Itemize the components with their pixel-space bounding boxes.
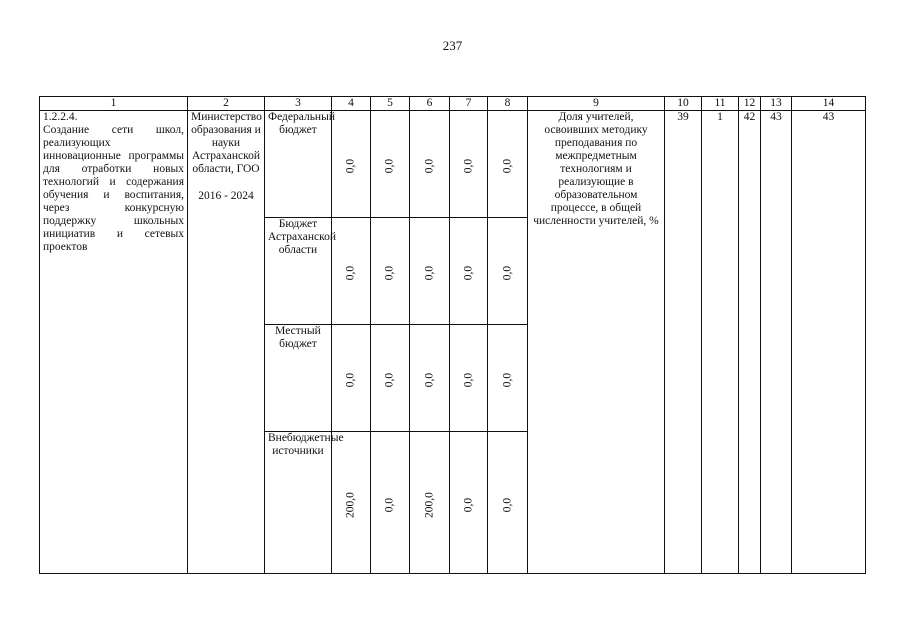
funding-value: 200,0 [332,432,371,574]
header-cell: 8 [488,97,528,111]
funding-value: 0,0 [410,325,450,432]
funding-source: Федеральный бюджет [265,111,332,218]
executor-name: Министерство образования и науки Астраханской области, ГОО [191,111,262,175]
activity-code: 1.2.2.4. [43,111,78,123]
funding-value: 0,0 [450,218,488,325]
funding-value: 0,0 [332,325,371,432]
funding-source: Местный бюджет [265,325,332,432]
header-cell: 2 [188,97,265,111]
funding-value: 200,0 [410,432,450,574]
funding-value: 0,0 [332,111,371,218]
funding-value: 0,0 [410,111,450,218]
table-row [40,111,866,218]
indicator-value: 43 [761,111,792,574]
funding-value: 0,0 [450,325,488,432]
header-cell: 4 [332,97,371,111]
funding-value: 0,0 [488,218,528,325]
budget-table [39,96,866,574]
funding-value: 0,0 [488,325,528,432]
funding-value: 0,0 [332,218,371,325]
header-cell: 14 [792,97,866,111]
page-number: 237 [442,38,463,53]
header-cell: 12 [739,97,761,111]
header-cell: 3 [265,97,332,111]
funding-value: 0,0 [371,325,410,432]
header-cell: 11 [702,97,739,111]
funding-value: 0,0 [371,218,410,325]
funding-value: 0,0 [450,432,488,574]
funding-value: 0,0 [488,111,528,218]
funding-value: 0,0 [488,432,528,574]
header-cell: 13 [761,97,792,111]
header-row [40,97,866,111]
header-cell: 7 [450,97,488,111]
indicator-value: 1 [702,111,739,574]
indicator-value: 43 [792,111,866,574]
executor-cell [188,111,265,574]
funding-source: Внебюджетные источники [265,432,332,574]
activity-cell [40,111,188,574]
funding-value: 0,0 [371,111,410,218]
indicator-value: 39 [665,111,702,574]
funding-value: 0,0 [450,111,488,218]
header-cell: 5 [371,97,410,111]
header-cell: 9 [528,97,665,111]
header-cell: 6 [410,97,450,111]
header-cell: 1 [40,97,188,111]
funding-source: Бюджет Астраханской области [265,218,332,325]
header-cell: 10 [665,97,702,111]
indicator-name: Доля учителей, освоивших методику преподавания по межпредметным технологиям и реализующие в образовательном процессе, в общей численности учителей, % [528,111,665,574]
funding-value: 0,0 [371,432,410,574]
period: 2016 - 2024 [198,190,254,202]
activity-description: Создание сети школ, реализующих инновационные программы для отработки новых технологий и содержания обучения и воспитания, через конкурсную поддержку школьных инициатив и сетевых проектов [43,124,184,253]
funding-value: 0,0 [410,218,450,325]
indicator-value: 42 [739,111,761,574]
